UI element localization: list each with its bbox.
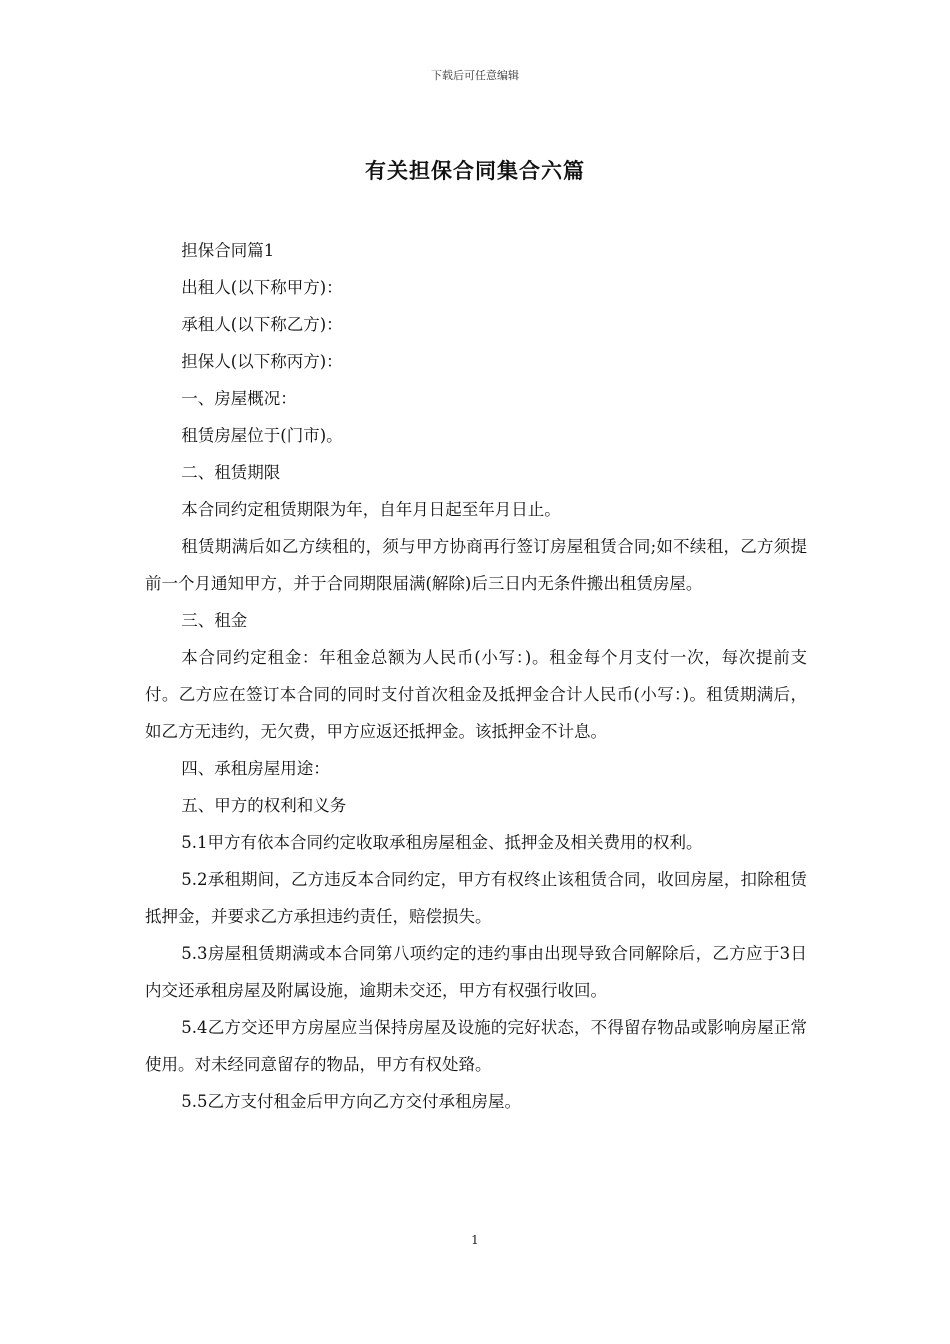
document-body	[145, 232, 807, 1120]
paragraph-heading-4: 四、承租房屋用途：	[181, 759, 330, 778]
paragraph-location: 租赁房屋位于(门市)。	[181, 426, 343, 445]
paragraph-term: 本合同约定租赁期限为年，自年月日起至年月日止。	[181, 500, 561, 519]
paragraph-clause-5-5: 5.5乙方支付租金后甲方向乙方交付承租房屋。	[181, 1092, 522, 1111]
paragraph-section-heading: 担保合同篇1	[181, 241, 275, 260]
paragraph-clause-5-3: 5.3房屋租赁期满或本合同第八项约定的违约事由出现导致合同解除后，乙方应于3日内交还承租房屋及附属设施，逾期未交还，甲方有权强行收回。	[145, 944, 807, 1000]
paragraph-heading-2: 二、租赁期限	[181, 463, 281, 482]
header-note: 下载后可任意编辑	[431, 69, 519, 82]
paragraph-heading-5: 五、甲方的权利和义务	[181, 796, 347, 815]
paragraph-clause-5-4: 5.4乙方交还甲方房屋应当保持房屋及设施的完好状态，不得留存物品或影响房屋正常使用。对未经同意留存的物品，甲方有权处臵。	[145, 1018, 807, 1074]
paragraph-heading-3: 三、租金	[181, 611, 248, 630]
paragraph-lessor: 出租人(以下称甲方)：	[181, 278, 343, 297]
paragraph-rent: 本合同约定租金：年租金总额为人民币(小写：)。租金每个月支付一次，每次提前支付。乙方应在签订本合同的同时支付首次租金及抵押金合计人民币(小写：)。租赁期满后，如乙方无违约，无欠费，甲方应返还抵押金。该抵押金不计息。	[145, 648, 807, 741]
paragraph-clause-5-1: 5.1甲方有依本合同约定收取承租房屋租金、抵押金及相关费用的权利。	[181, 833, 703, 852]
paragraph-clause-5-2: 5.2承租期间，乙方违反本合同约定，甲方有权终止该租赁合同，收回房屋，扣除租赁抵押金，并要求乙方承担违约责任，赔偿损失。	[145, 870, 807, 926]
paragraph-heading-1: 一、房屋概况：	[181, 389, 297, 408]
document-title: 有关担保合同集合六篇	[365, 159, 585, 183]
paragraph-lessee: 承租人(以下称乙方)：	[181, 315, 343, 334]
paragraph-guarantor: 担保人(以下称丙方)：	[181, 352, 343, 371]
page-number: 1	[471, 1233, 479, 1247]
paragraph-renewal: 租赁期满后如乙方续租的，须与甲方协商再行签订房屋租赁合同;如不续租，乙方须提前一个月通知甲方，并于合同期限届满(解除)后三日内无条件搬出租赁房屋。	[145, 537, 807, 593]
